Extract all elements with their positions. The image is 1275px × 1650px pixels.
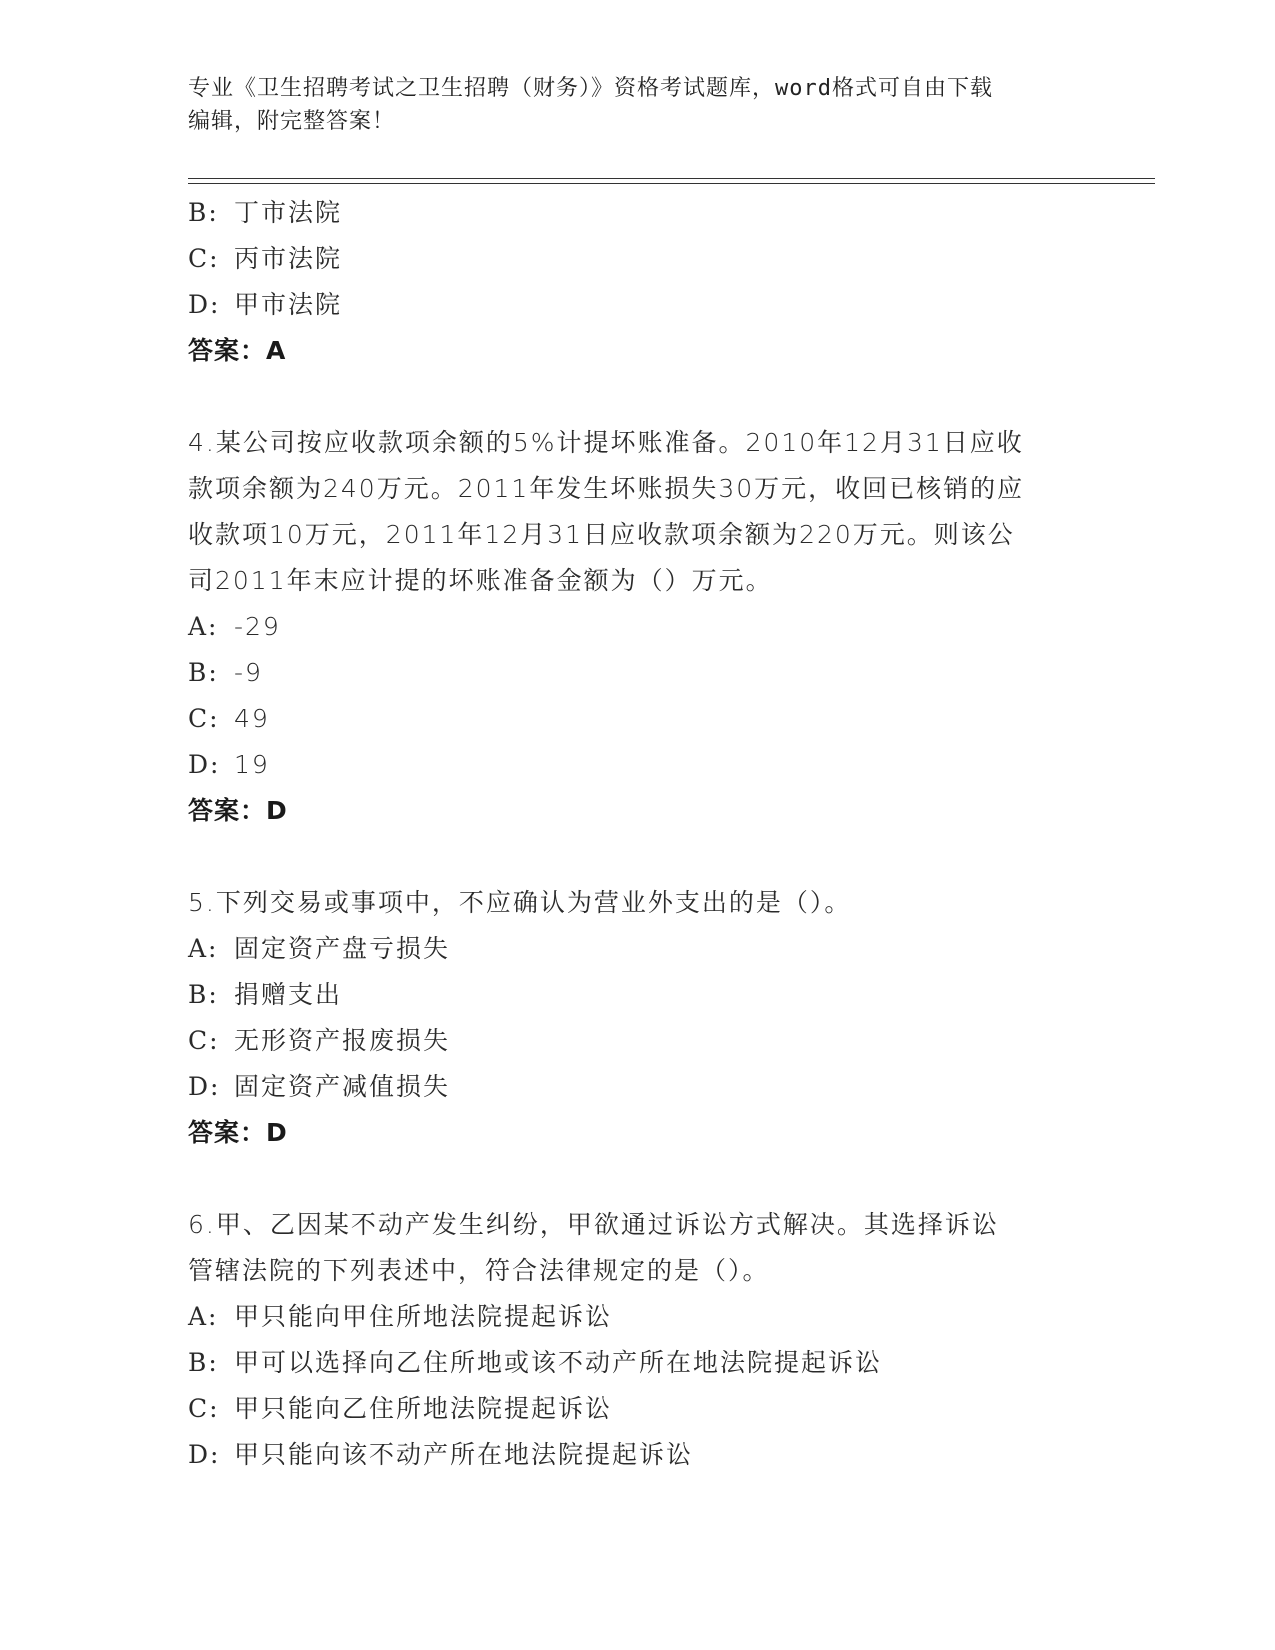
answer-line: 答案：A	[188, 336, 287, 365]
question-6	[188, 1202, 1088, 1478]
option-text: 固定资产盘亏损失	[234, 934, 451, 963]
option-label: A:	[188, 612, 219, 641]
option-label: B:	[188, 980, 219, 1009]
option-text: 甲只能向甲住所地法院提起诉讼	[234, 1302, 613, 1331]
option-label: C:	[188, 1026, 220, 1055]
option-d	[188, 1432, 1088, 1478]
question-4	[188, 420, 1088, 834]
option-d	[188, 282, 1088, 328]
option-text: -9	[234, 658, 263, 687]
option-c	[188, 1018, 1088, 1064]
answer-line: 答案：D	[188, 1118, 288, 1147]
option-label: C:	[188, 1394, 220, 1423]
question-stem-line: 5.下列交易或事项中，不应确认为营业外支出的是（）。	[188, 888, 852, 917]
question-3-continued	[188, 190, 1088, 374]
option-label: D:	[188, 1072, 221, 1101]
option-label: C:	[188, 244, 220, 273]
option-text: 甲可以选择向乙住所地或该不动产所在地法院提起诉讼	[234, 1348, 883, 1377]
option-label: D:	[188, 1440, 221, 1469]
option-text: 19	[234, 750, 270, 779]
option-label: C:	[188, 704, 220, 733]
option-b	[188, 190, 1088, 236]
spacer	[188, 834, 1088, 880]
option-b	[188, 972, 1088, 1018]
option-text: 无形资产报废损失	[234, 1026, 451, 1055]
option-text: 甲只能向乙住所地法院提起诉讼	[234, 1394, 613, 1423]
page-header	[188, 72, 1088, 138]
question-stem-line: 4.某公司按应收款项余额的5%计提坏账准备。2010年12月31日应收	[188, 428, 1024, 457]
option-text: 丙市法院	[234, 244, 343, 273]
header-line-1: 专业《卫生招聘考试之卫生招聘（财务）》资格考试题库，word格式可自由下载	[188, 76, 993, 101]
question-stem-line: 6.甲、乙因某不动产发生纠纷，甲欲通过诉讼方式解决。其选择诉讼	[188, 1210, 999, 1239]
option-label: B:	[188, 1348, 219, 1377]
document-body	[188, 190, 1088, 1478]
answer-line: 答案：D	[188, 796, 288, 825]
question-stem-line: 款项余额为240万元。2011年发生坏账损失30万元，收回已核销的应	[188, 474, 1025, 503]
question-5	[188, 880, 1088, 1156]
option-b	[188, 1340, 1088, 1386]
option-c	[188, 236, 1088, 282]
option-label: B:	[188, 198, 219, 227]
header-double-rule	[188, 178, 1155, 184]
question-stem-line: 司2011年末应计提的坏账准备金额为（）万元。	[188, 566, 773, 595]
option-b	[188, 650, 1088, 696]
option-text: 甲市法院	[234, 290, 343, 319]
option-d	[188, 1064, 1088, 1110]
option-text: 甲只能向该不动产所在地法院提起诉讼	[234, 1440, 694, 1469]
option-a	[188, 1294, 1088, 1340]
option-d	[188, 742, 1088, 788]
option-label: A:	[188, 1302, 219, 1331]
option-label: D:	[188, 750, 221, 779]
option-c	[188, 1386, 1088, 1432]
option-text: 固定资产减值损失	[234, 1072, 451, 1101]
option-text: 丁市法院	[234, 198, 343, 227]
option-label: A:	[188, 934, 219, 963]
option-a	[188, 926, 1088, 972]
option-text: -29	[234, 612, 281, 641]
option-label: B:	[188, 658, 219, 687]
option-a	[188, 604, 1088, 650]
spacer	[188, 374, 1088, 420]
option-c	[188, 696, 1088, 742]
option-text: 捐赠支出	[234, 980, 343, 1009]
spacer	[188, 1156, 1088, 1202]
header-line-2: 编辑，附完整答案！	[188, 109, 396, 134]
option-text: 49	[234, 704, 270, 733]
question-stem-line: 管辖法院的下列表述中，符合法律规定的是（）。	[188, 1256, 770, 1285]
option-label: D:	[188, 290, 221, 319]
question-stem-line: 收款项10万元，2011年12月31日应收款项余额为220万元。则该公	[188, 520, 1015, 549]
